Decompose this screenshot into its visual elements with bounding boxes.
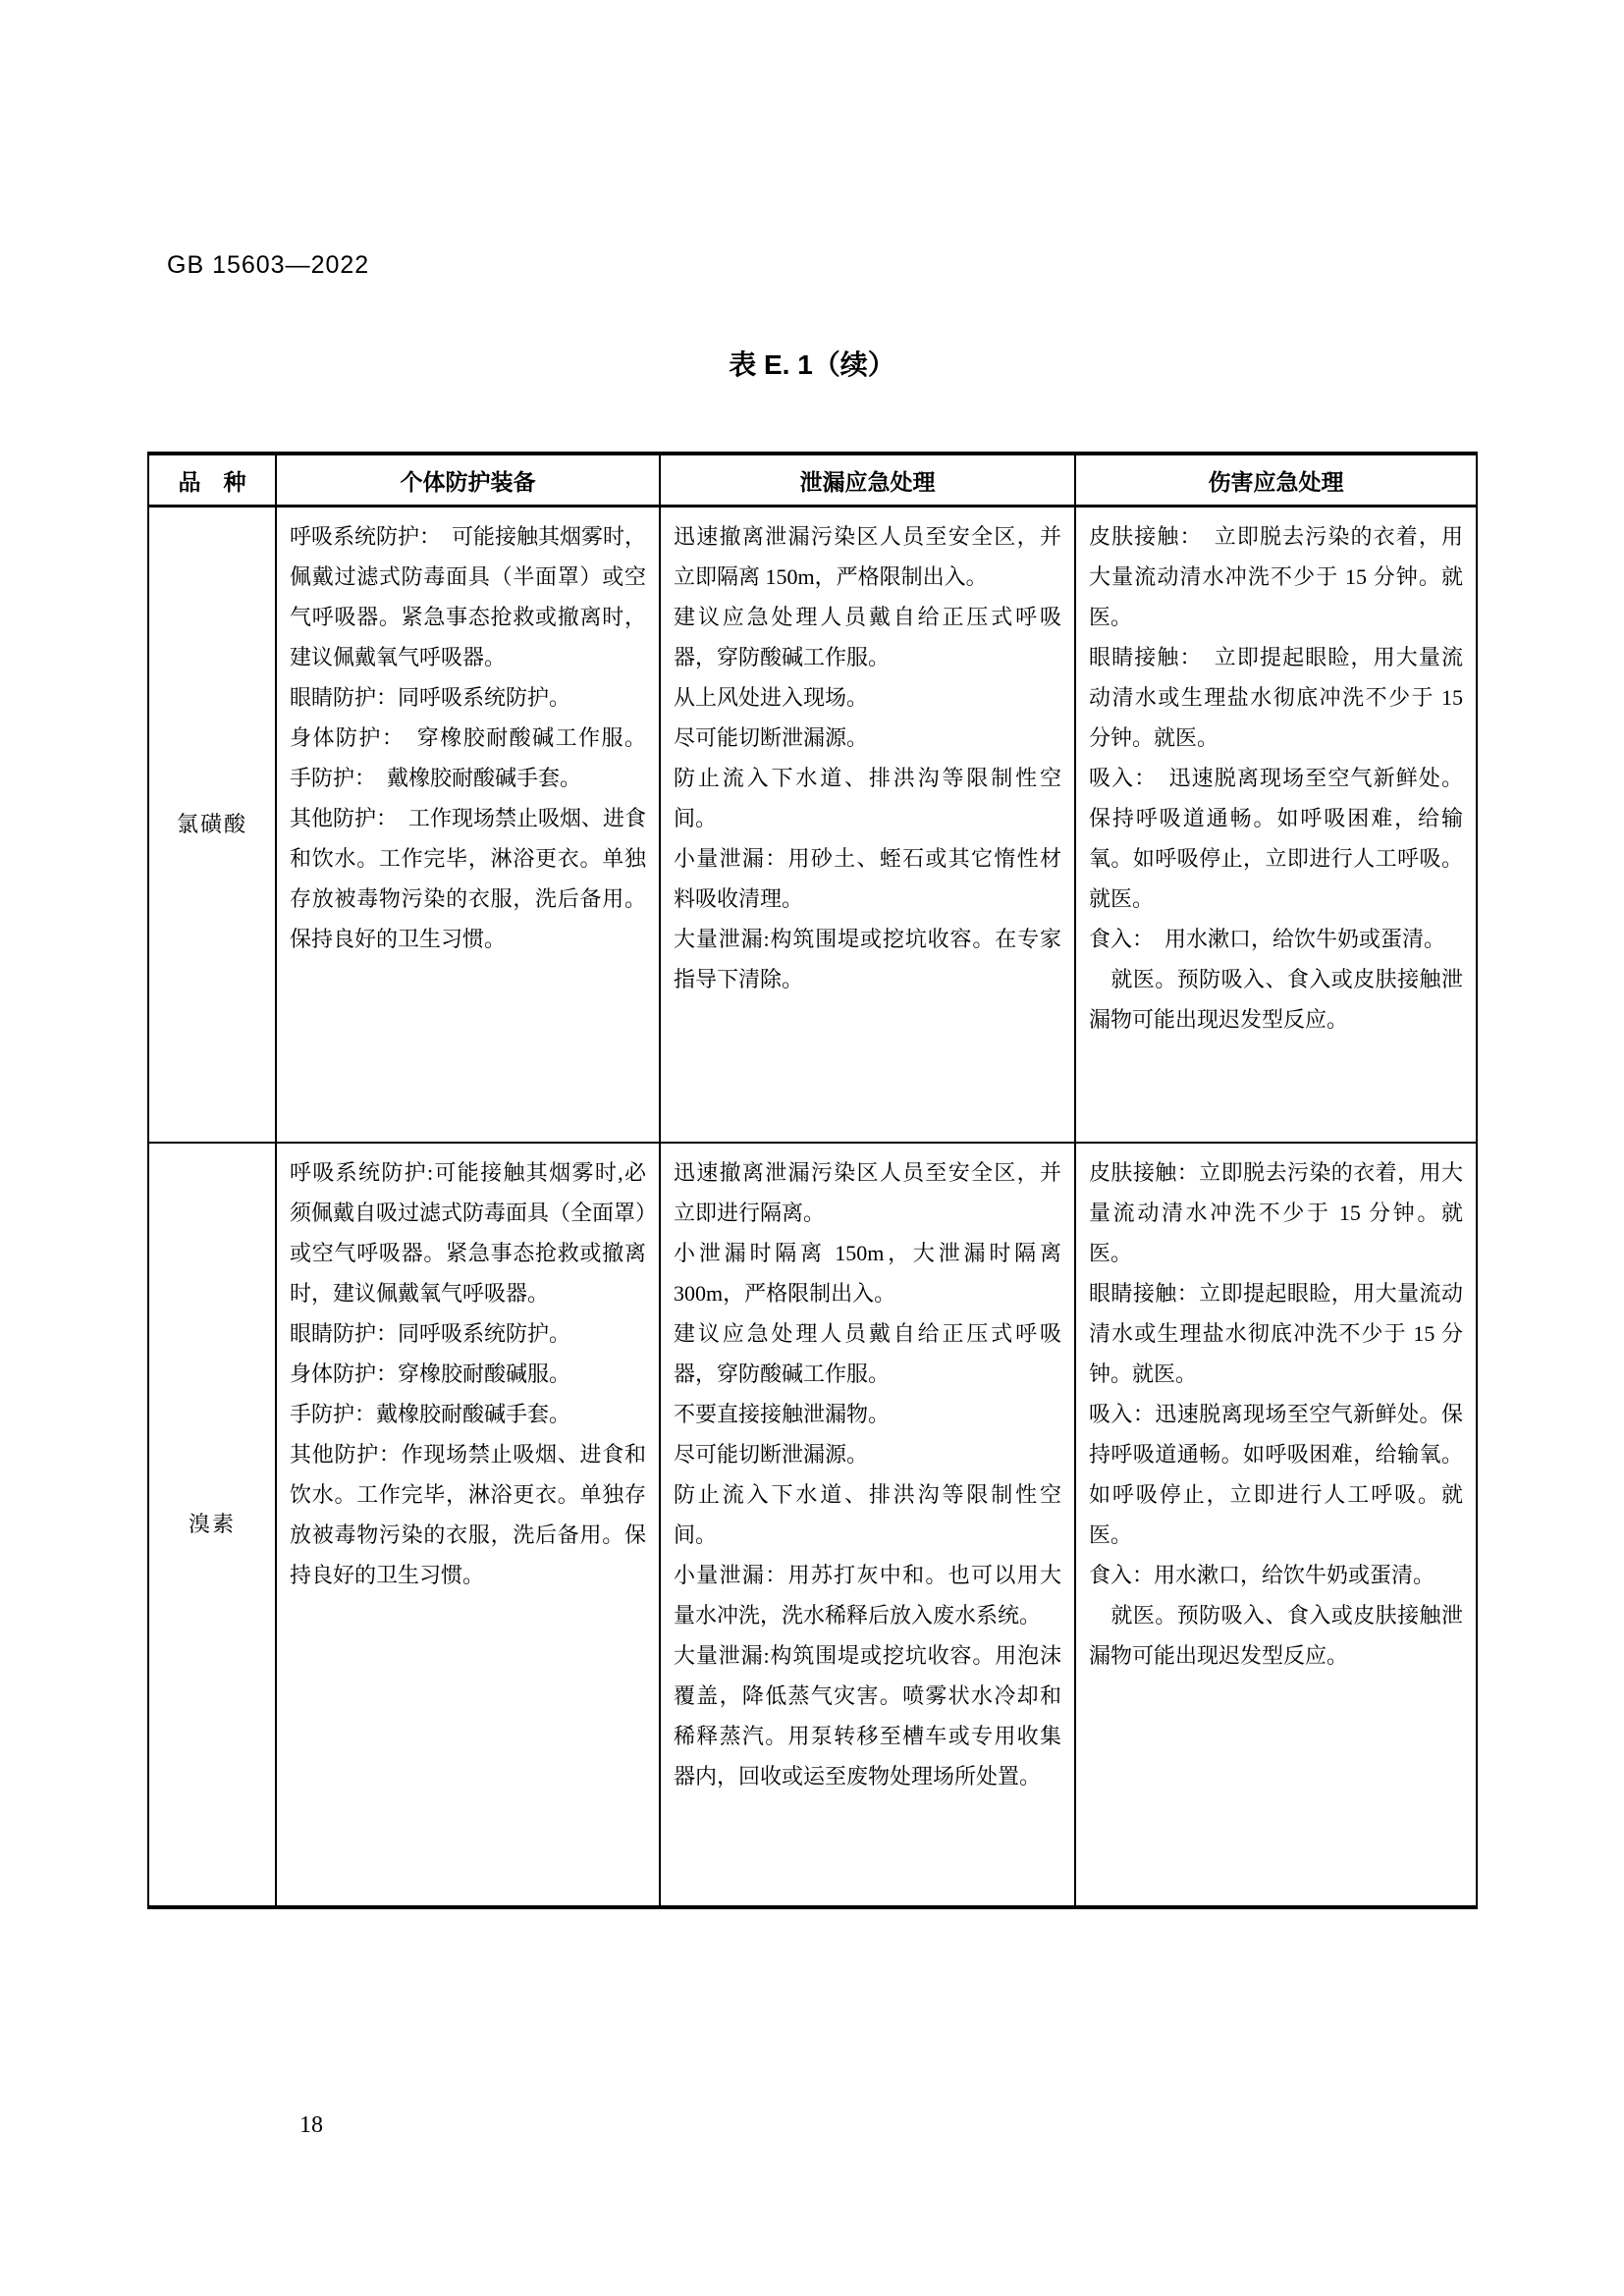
paragraph: 吸入：迅速脱离现场至空气新鲜处。保持呼吸道通畅。如呼吸困难，给输氧。如呼吸停止，立即进行人工呼吸。就医。 — [1089, 1401, 1463, 1547]
paragraph: 食入： 用水漱口，给饮牛奶或蛋清。 — [1089, 927, 1446, 951]
table-title: 表 E. 1（续） — [729, 349, 895, 380]
paragraph: 吸入： 迅速脱离现场至空气新鲜处。保持呼吸道通畅。如呼吸困难，给输氧。如呼吸停止，立即进行人工呼吸。就医。 — [1089, 766, 1463, 911]
paragraph: 不要直接接触泄漏物。 — [674, 1401, 891, 1426]
col-header-species: 品 种 — [148, 454, 276, 507]
paragraph: 防止流入下水道、排洪沟等限制性空间。 — [674, 766, 1061, 830]
species-name: 溴素 — [148, 1143, 276, 1907]
protection-cell — [276, 1143, 660, 1907]
injury-response-cell — [1075, 507, 1477, 1143]
table-header-row — [148, 454, 1477, 507]
injury-response-cell — [1075, 1143, 1477, 1907]
col-header-leak-response: 泄漏应急处理 — [660, 454, 1075, 507]
table-row-bromine — [148, 1143, 1477, 1907]
paragraph: 从上风处进入现场。 — [674, 685, 869, 710]
col-header-injury-response: 伤害应急处理 — [1075, 454, 1477, 507]
paragraph: 尽可能切断泄漏源。 — [674, 725, 869, 750]
paragraph: 手防护：戴橡胶耐酸碱手套。 — [290, 1401, 571, 1426]
paragraph: 呼吸系统防护:可能接触其烟雾时,必须佩戴自吸过滤式防毒面具（全面罩）或空气呼吸器。紧急事态抢救或撤离时，建议佩戴氧气呼吸器。 — [290, 1159, 647, 1306]
paragraph: 建议应急处理人员戴自给正压式呼吸器，穿防酸碱工作服。 — [674, 605, 1061, 669]
paragraph: 小量泄漏：用砂土、蛭石或其它惰性材料吸收清理。 — [674, 846, 1061, 911]
paragraph: 身体防护：穿橡胶耐酸碱服。 — [290, 1361, 571, 1386]
paragraph: 防止流入下水道、排洪沟等限制性空间。 — [674, 1481, 1061, 1547]
paragraph: 食入：用水漱口，给饮牛奶或蛋清。 — [1089, 1562, 1435, 1587]
paragraph: 小量泄漏：用苏打灰中和。也可以用大量水冲洗，洗水稀释后放入废水系统。 — [674, 1562, 1061, 1628]
paragraph: 其他防护：作现场禁止吸烟、进食和饮水。工作完毕，淋浴更衣。单独存放被毒物污染的衣服，洗后备用。保持良好的卫生习惯。 — [290, 1441, 646, 1587]
paragraph: 尽可能切断泄漏源。 — [674, 1441, 869, 1467]
paragraph: 大量泄漏:构筑围堤或挖坑收容。在专家指导下清除。 — [674, 927, 1061, 991]
paragraph: 小泄漏时隔离 150m，大泄漏时隔离 300m，严格限制出入。 — [674, 1240, 1061, 1306]
col-header-protection: 个体防护装备 — [276, 454, 660, 507]
table-row-chlorosulfonic-acid — [148, 507, 1477, 1143]
paragraph: 皮肤接触：立即脱去污染的衣着，用大量流动清水冲洗不少于 15 分钟。就医。 — [1089, 1159, 1463, 1265]
protection-cell — [276, 507, 660, 1143]
hazard-table — [147, 452, 1478, 1909]
leak-response-cell — [660, 507, 1075, 1143]
page-number: 18 — [299, 2112, 323, 2138]
species-name: 氯磺酸 — [148, 507, 276, 1143]
leak-response-cell — [660, 1143, 1075, 1907]
paragraph: 迅速撤离泄漏污染区人员至安全区，并立即进行隔离。 — [674, 1159, 1061, 1225]
standard-number: GB 15603—2022 — [167, 251, 370, 279]
paragraph: 其他防护： 工作现场禁止吸烟、进食和饮水。工作完毕，淋浴更衣。单独存放被毒物污染的衣服，洗后备用。保持良好的卫生习惯。 — [290, 806, 647, 951]
paragraph: 身体防护： 穿橡胶耐酸碱工作服。 手防护： 戴橡胶耐酸碱手套。 — [290, 725, 646, 790]
paragraph: 眼睛防护：同呼吸系统防护。 — [290, 1320, 571, 1346]
paragraph: 眼睛防护：同呼吸系统防护。 — [290, 685, 571, 710]
paragraph: 就医。预防吸入、食入或皮肤接触泄漏物可能出现迟发型反应。 — [1089, 1602, 1463, 1668]
paragraph: 迅速撤离泄漏污染区人员至安全区，并立即隔离 150m，严格限制出入。 — [674, 524, 1061, 589]
paragraph: 建议应急处理人员戴自给正压式呼吸器，穿防酸碱工作服。 — [674, 1320, 1061, 1386]
paragraph: 呼吸系统防护： 可能接触其烟雾时，佩戴过滤式防毒面具（半面罩）或空气呼吸器。紧急事态抢救或撤离时，建议佩戴氧气呼吸器。 — [290, 524, 647, 669]
paragraph: 眼睛接触： 立即提起眼睑，用大量流动清水或生理盐水彻底冲洗不少于 15 分钟。就医。 — [1089, 645, 1463, 750]
paragraph: 就医。预防吸入、食入或皮肤接触泄漏物可能出现迟发型反应。 — [1089, 967, 1463, 1032]
paragraph: 皮肤接触： 立即脱去污染的衣着，用大量流动清水冲洗不少于 15 分钟。就医。 — [1089, 524, 1463, 629]
paragraph: 眼睛接触：立即提起眼睑，用大量流动清水或生理盐水彻底冲洗不少于 15 分钟。就医。 — [1089, 1280, 1463, 1386]
paragraph: 大量泄漏:构筑围堤或挖坑收容。用泡沫覆盖，降低蒸气灾害。喷雾状水冷却和稀释蒸汽。用泵转移至槽车或专用收集器内，回收或运至废物处理场所处置。 — [674, 1642, 1061, 1789]
